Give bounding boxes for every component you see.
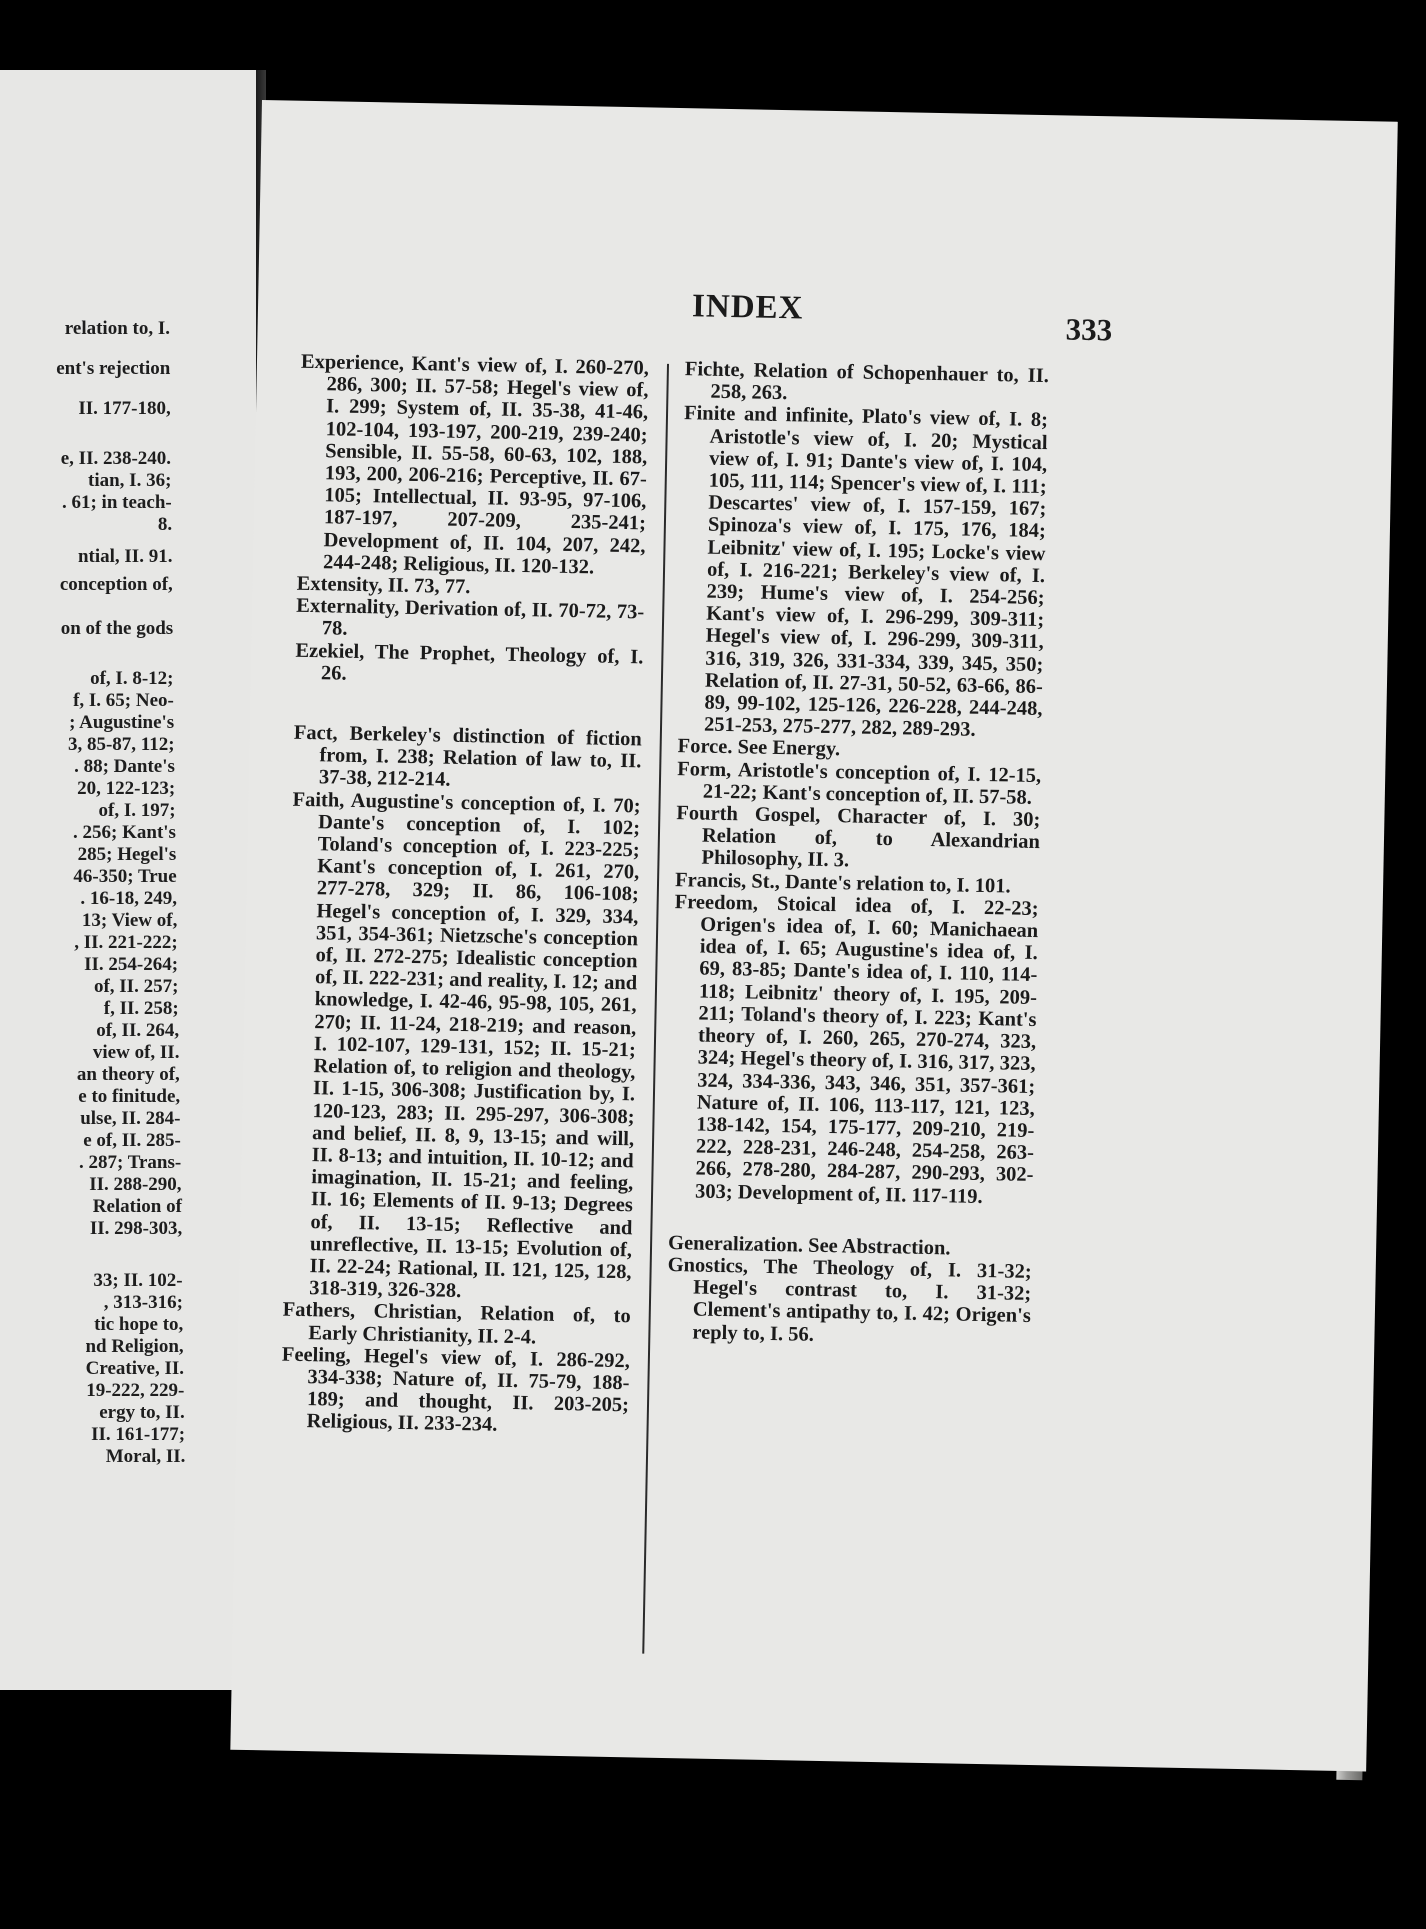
facing-page-line: Creative, II.: [85, 1358, 184, 1379]
facing-page-left: [0, 70, 262, 1690]
facing-page-line: 3, 85-87, 112;: [67, 734, 175, 755]
facing-page-line: . 16-18, 249,: [80, 888, 177, 909]
facing-page-line: 13; View of,: [81, 910, 178, 931]
facing-page-line: Relation of: [92, 1196, 182, 1217]
index-entry: Fichte, Relation of Schopenhauer to, II. 258, 263.: [684, 358, 1050, 405]
page-title: INDEX: [691, 288, 804, 327]
index-entry: Form, Aristotle's conception of, I. 12-15, 21-22; Kant's conception of, II. 57-58.: [677, 757, 1042, 809]
index-entry: Faith, Augustine's conception of, I. 70; Dante's conception of, I. 102; Toland's conception of, I. 223-225; Kant's conception of, I. 261, 270, 277-278, 329; II. 86, 106-108; Hegel's conception of, I. 329, 334, 351, 354-361; Nietzsche's conception of, II. 272-275; Idealistic conception of, II. 222-231; and reality, I. 12; and knowledge, I. 42-46, 95-98, 105, 261, 270; II. 11-24, 218-219; and reason, I. 102-107, 129-131, 152; II. 15-21; Relation of, to religion and theology, II. 1-15, 306-308; Justification by, I. 120-123, 283; II. 295-297, 306-308; and belief, II. 8, 9, 13-15; and will, II. 8-13; and intuition, II. 10-12; and imagination, II. 15-21; and feeling, II. 16; Elements of II. 9-13; Degrees of, II. 13-15; Reflective and unreflective, II. 13-15; Evolution of, II. 22-24; Rational, II. 121, 125, 128, 318-319, 326-328.: [292, 788, 641, 1303]
facing-page-line: II. 298-303,: [89, 1218, 183, 1239]
facing-page-line: e, II. 238-240.: [60, 448, 172, 469]
facing-page-line: of, II. 264,: [96, 1020, 180, 1041]
index-entry: Fact, Berkeley's distinction of fiction from, I. 238; Relation of law to, II. 37-38, 212-214.: [293, 721, 643, 792]
page-number: 333: [1065, 311, 1113, 348]
index-entry: Freedom, Stoical idea of, I. 22-23; Origen's idea of, I. 60; Manichaean idea of, I. 65; Augustine's idea of, I. 69, 83-85; Dante's idea of, I. 110, 114-118; Leibnitz' theory of, I. 195, 209-211; Toland's theory of, I. 223; Kant's theory of, I. 260, 265, 270-274, 323, 324; Hegel's theory of, I. 316, 317, 323, 324, 334-336, 343, 346, 351, 357-361; Nature of, II. 106, 113-117, 121, 123, 138-142, 154, 175-177, 209-210, 219-222, 228-231, 246-248, 254-258, 263-266, 278-280, 284-287, 290-293, 302-303; Development of, II. 117-119.: [674, 890, 1039, 1208]
index-entry: Fathers, Christian, Relation of, to Early Christianity, II. 2-4.: [282, 1298, 631, 1349]
facing-page-line: II. 288-290,: [89, 1174, 182, 1195]
facing-page-line: conception of,: [59, 574, 173, 595]
facing-page-line: ; Augustine's: [69, 712, 175, 733]
facing-page-line: ent's rejection: [56, 358, 171, 379]
facing-page-line: tic hope to,: [94, 1314, 184, 1335]
facing-page-line: e of, II. 285-: [83, 1130, 181, 1151]
index-entry: Finite and infinite, Plato's view of, I. 8; Aristotle's view of, I. 20; Mystical view of, I. 91; Dante's view of, I. 104, 105, 111, 114; Spencer's view of, I. 111; Descartes' view of, I. 157-159, 167; Spinoza's view of, I. 175, 176, 184; Leibnitz' view of, I. 195; Locke's view of, I. 216-221; Berkeley's view of, I. 239; Hume's view of, I. 254-256; Kant's view of, I. 296-299, 309-311; Hegel's view of, I. 296-299, 309-311, 316, 319, 326, 331-334, 339, 345, 350; Relation of, II. 27-31, 50-52, 63-66, 86-89, 99-102, 125-126, 226-228, 244-248, 251-253, 275-277, 282, 289-293.: [683, 402, 1049, 742]
facing-page-line: . 88; Dante's: [74, 756, 175, 777]
facing-page-line: II. 254-264;: [84, 954, 179, 975]
index-entry: Force. See Energy.: [677, 735, 841, 761]
index-page: [230, 100, 1397, 1772]
index-entry: Ezekiel, The Prophet, Theology of, I. 26.: [295, 639, 644, 685]
facing-page-line: ergy to, II.: [99, 1402, 185, 1423]
facing-page-line: ntial, II. 91.: [77, 546, 173, 567]
facing-page-line: tian, I. 36;: [88, 470, 172, 491]
facing-page-line: nd Religion,: [85, 1336, 184, 1357]
facing-page-line: . 287; Trans-: [78, 1152, 182, 1173]
facing-page-line: , II. 221-222;: [74, 932, 178, 953]
facing-page-line: II. 177-180,: [78, 398, 171, 419]
index-column-left: [280, 351, 649, 1439]
index-column-right: [666, 358, 1049, 1350]
column-divider: [642, 364, 669, 1654]
facing-page-line: 20, 122-123;: [77, 778, 176, 799]
facing-page-line: view of, II.: [92, 1042, 180, 1063]
facing-page-line: ulse, II. 284-: [80, 1108, 181, 1129]
facing-page-line: II. 161-177;: [91, 1424, 186, 1445]
facing-page-line: 33; II. 102-: [93, 1270, 183, 1291]
facing-page-line: relation to, I.: [64, 318, 170, 339]
facing-page-line: Moral, II.: [105, 1446, 186, 1467]
index-entry: Francis, St., Dante's relation to, I. 101.: [674, 868, 1011, 898]
facing-page-line: . 256; Kant's: [73, 822, 176, 843]
facing-page-line: 285; Hegel's: [77, 844, 177, 865]
facing-page-line: 8.: [157, 514, 173, 535]
facing-page-line: . 61; in teach-: [61, 492, 172, 513]
facing-page-line: , 313-316;: [103, 1292, 183, 1313]
facing-page-line: f, II. 258;: [103, 998, 179, 1019]
facing-page-line: of, II. 257;: [93, 976, 179, 997]
index-entry: Experience, Kant's view of, I. 260-270, 286, 300; II. 57-58; Hegel's view of, I. 299; System of, II. 35-38, 41-46, 102-104, 193-197, 200-219, 239-240; Sensible, II. 55-58, 60-63, 102, 188, 193, 200, 206-216; Perceptive, II. 67-105; Intellectual, II. 93-95, 97-106, 187-197, 207-209, 235-241; Development of, II. 104, 207, 242, 244-248; Religious, II. 120-132.: [300, 350, 650, 579]
facing-page-line: e to finitude,: [78, 1086, 181, 1107]
facing-page-line: of, I. 197;: [98, 800, 176, 821]
facing-page-line: 19-222, 229-: [86, 1380, 185, 1401]
facing-page-line: on of the gods: [60, 618, 174, 639]
facing-page-line: 46-350; True: [73, 866, 177, 887]
facing-page-line: an theory of,: [76, 1064, 180, 1085]
index-entry: Fourth Gospel, Character of, I. 30; Relation of, to Alexandrian Philosophy, II. 3.: [676, 802, 1041, 872]
index-entry: Feeling, Hegel's view of, I. 286-292, 334-338; Nature of, II. 75-79, 188-189; and thought, II. 203-205; Religious, II. 233-234.: [281, 1343, 631, 1437]
index-entry: Extensity, II. 73, 77.: [296, 572, 471, 599]
facing-page-line: of, I. 8-12;: [90, 668, 174, 689]
index-entry: Gnostics, The Theology of, I. 31-32; Hegel's contrast to, I. 31-32; Clement's antipathy to, I. 42; Origen's reply to, I. 56.: [667, 1253, 1032, 1346]
facing-page-line: f, I. 65; Neo-: [73, 690, 174, 711]
index-entry: Generalization. See Abstraction.: [667, 1231, 951, 1260]
index-entry: Externality, Derivation of, II. 70-72, 73-78.: [296, 594, 645, 641]
